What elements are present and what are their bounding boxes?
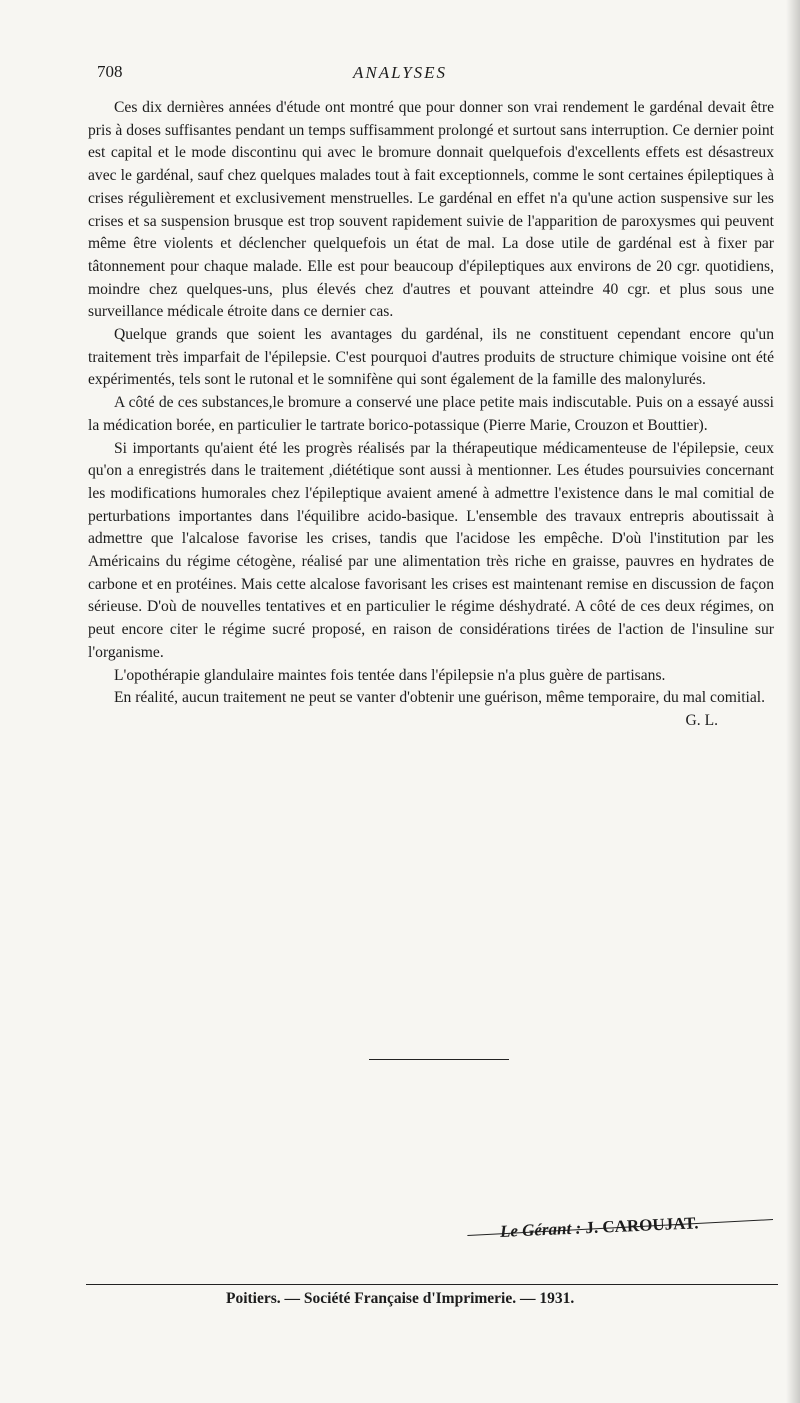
separator-rule (369, 1059, 509, 1060)
printer-rule (86, 1284, 778, 1285)
paragraph-6-text: En réalité, aucun traitement ne peut se vanter d'obtenir une guérison, même temporaire, du mal comitial. (114, 689, 766, 707)
paragraph-2: Quelque grands que soient les avantages du gardénal, ils ne constituent cependant encore qu'un traitement très imparfait de l'épilepsie. C'est pourquoi d'autres produits de structure chimique voisine ont été expérimentés, tels sont le rutonal et le somnifène qui sont également de la famille des malonylurés. (88, 326, 774, 389)
paragraph-3: A côté de ces substances,le bromure a conservé une place petite mais indiscutable. Puis on a essayé aussi la médication borée, en particulier le tartrate borico-potassique (Pierre Marie, Crouzon et Bouttier). (88, 394, 774, 434)
printer-line: Poitiers. — Société Française d'Imprimerie. — 1931. (226, 1290, 575, 1307)
gerant-line (500, 1213, 699, 1242)
page-number: 708 (97, 62, 123, 81)
paragraph-6 (88, 687, 774, 729)
paragraph-5: L'opothérapie glandulaire maintes fois tentée dans l'épilepsie n'a plus guère de partisans. (114, 666, 666, 684)
gerant-label: Le Gérant : (499, 1218, 582, 1241)
article-body (88, 97, 774, 733)
gerant-name: J. CAROUJAT. (584, 1213, 699, 1238)
running-head: ANALYSES (352, 63, 448, 82)
page-edge-shadow (786, 0, 800, 1403)
paragraph-4: Si importants qu'aient été les progrès réalisés par la thérapeutique médicamenteuse de l'épilepsie, ceux qu'on a enregistrés dans le traitement ,diététique sont aussi à mentionner. Les études poursuivies concernant les modifications humorales chez l'épileptique avaient amené à admettre l'existence dans le mal comitial de perturbations importantes dans l'équilibre acido-basique. L'ensemble des travaux entrepris aboutissait à admettre que l'alcalose favorise les crises, tandis que l'acidose les empêche. D'où l'institution par les Américains du régime cétogène, réalisé par une alimentation très riche en graisse, pauvres en hydrates de carbone et en protéines. Mais cette alcalose favorisant les crises est maintenant remise en discussion de façon sérieuse. D'où de nouvelles tentatives et en particulier le régime déshydraté. A côté de ces deux régimes, on peut encore citer le régime sucré proposé, en raison de considérations tirées de l'action de l'insuline sur l'organisme. (88, 439, 774, 661)
signature: G. L. (685, 711, 718, 729)
paragraph-1: Ces dix dernières années d'étude ont montré que pour donner son vrai rendement le gardénal devait être pris à doses suffisantes pendant un temps suffisamment prolongé et surtout sans interruption. Ce dernier point est capital et le mode discontinu qui avec le bromure donnait quelquefois d'excellents effets est désastreux avec le gardénal, sauf chez quelques malades tout à fait exceptionnels, comme le sont certaines épileptiques à crises régulièrement et exclusivement menstruelles. Le gardénal en effet n'a qu'une action suspensive sur les crises et sa suspension brusque est trop souvent rapidement suivie de l'apparition de paroxysmes qui peuvent même être violents et déclencher quelquefois un état de mal. La dose utile de gardénal est à fixer par tâtonnement pour chaque malade. Elle est pour beaucoup d'épileptiques aux environs de 20 cgr. quotidiens, moindre chez quelques-uns, plus élevés chez d'autres et pouvant atteindre 40 cgr. et plus sous une surveillance médicale étroite dans ce dernier cas. (88, 99, 774, 321)
